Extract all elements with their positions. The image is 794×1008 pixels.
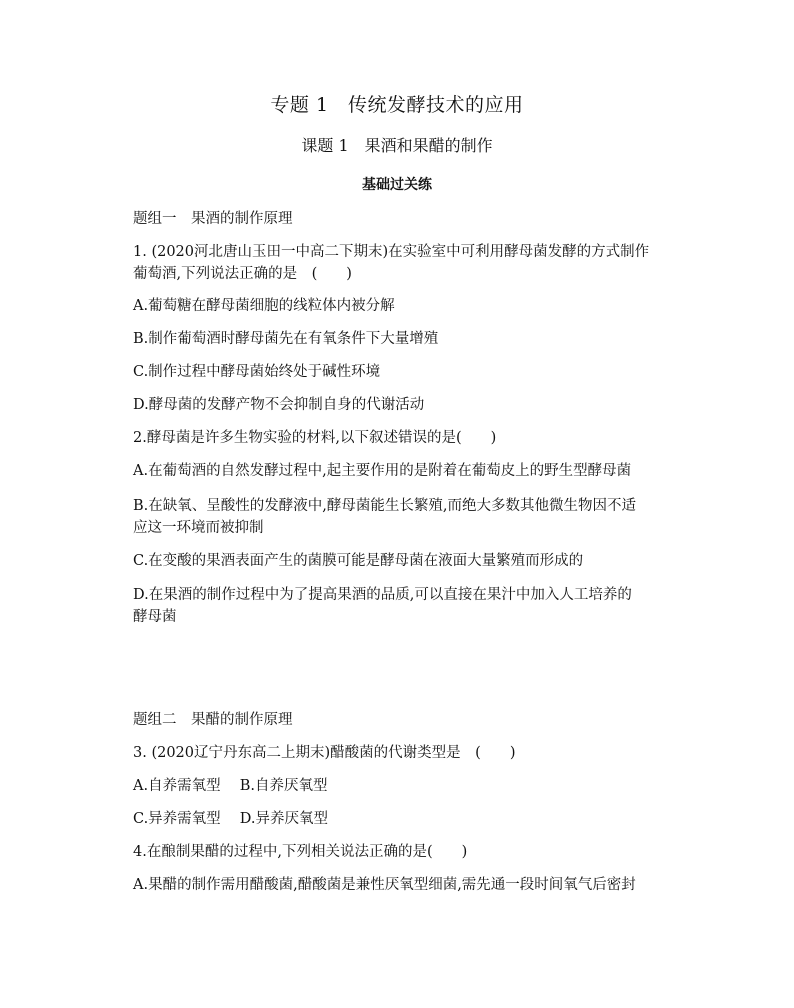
q2-option-a: A.在葡萄酒的自然发酵过程中,起主要作用的是附着在葡萄皮上的野生型酵母菌 (133, 463, 632, 479)
q2-option-b-line2: 应这一环境而被抑制 (133, 520, 264, 536)
q1-option-a: A.葡萄糖在酵母菌细胞的线粒体内被分解 (133, 298, 395, 314)
q2-option-c: C.在变酸的果酒表面产生的菌膜可能是酵母菌在液面大量繁殖而形成的 (133, 553, 584, 569)
q1-option-c: C.制作过程中酵母菌始终处于碱性环境 (133, 364, 381, 380)
q2-option-d-line2: 酵母菌 (133, 609, 177, 625)
section-heading: 基础过关练 (362, 177, 432, 193)
q3-options-ab: A.自养需氧型 B.自养厌氧型 (133, 778, 328, 794)
q2-stem: 2.酵母菌是许多生物实验的材料,以下叙述错误的是( ) (133, 430, 497, 446)
q1-option-d: D.酵母菌的发酵产物不会抑制自身的代谢活动 (133, 397, 425, 413)
q3-options-cd: C.异养需氧型 D.异养厌氧型 (133, 811, 329, 827)
q1-stem-line2: 葡萄酒,下列说法正确的是 ( ) (133, 266, 352, 282)
q4-stem: 4.在酿制果醋的过程中,下列相关说法正确的是( ) (133, 844, 468, 860)
q2-option-b-line1: B.在缺氧、呈酸性的发酵液中,酵母菌能生长繁殖,而绝大多数其他微生物因不适 (133, 498, 636, 514)
q1-option-b: B.制作葡萄酒时酵母菌先在有氧条件下大量增殖 (133, 331, 439, 347)
group1-title: 题组一 果酒的制作原理 (133, 211, 293, 227)
page-subtitle: 课题 1 果酒和果醋的制作 (301, 136, 493, 155)
q4-option-a: A.果醋的制作需用醋酸菌,醋酸菌是兼性厌氧型细菌,需先通一段时间氧气后密封 (133, 877, 636, 893)
q2-option-d-line1: D.在果酒的制作过程中为了提高果酒的品质,可以直接在果汁中加入人工培养的 (133, 587, 632, 603)
q1-stem-line1: 1. (2020河北唐山玉田一中高二下期末)在实验室中可利用酵母菌发酵的方式制作 (133, 244, 650, 260)
group2-title: 题组二 果醋的制作原理 (133, 712, 293, 728)
q3-stem: 3. (2020辽宁丹东高二上期末)醋酸菌的代谢类型是 ( ) (133, 745, 516, 761)
page-title: 专题 1 传统发酵技术的应用 (270, 94, 524, 116)
